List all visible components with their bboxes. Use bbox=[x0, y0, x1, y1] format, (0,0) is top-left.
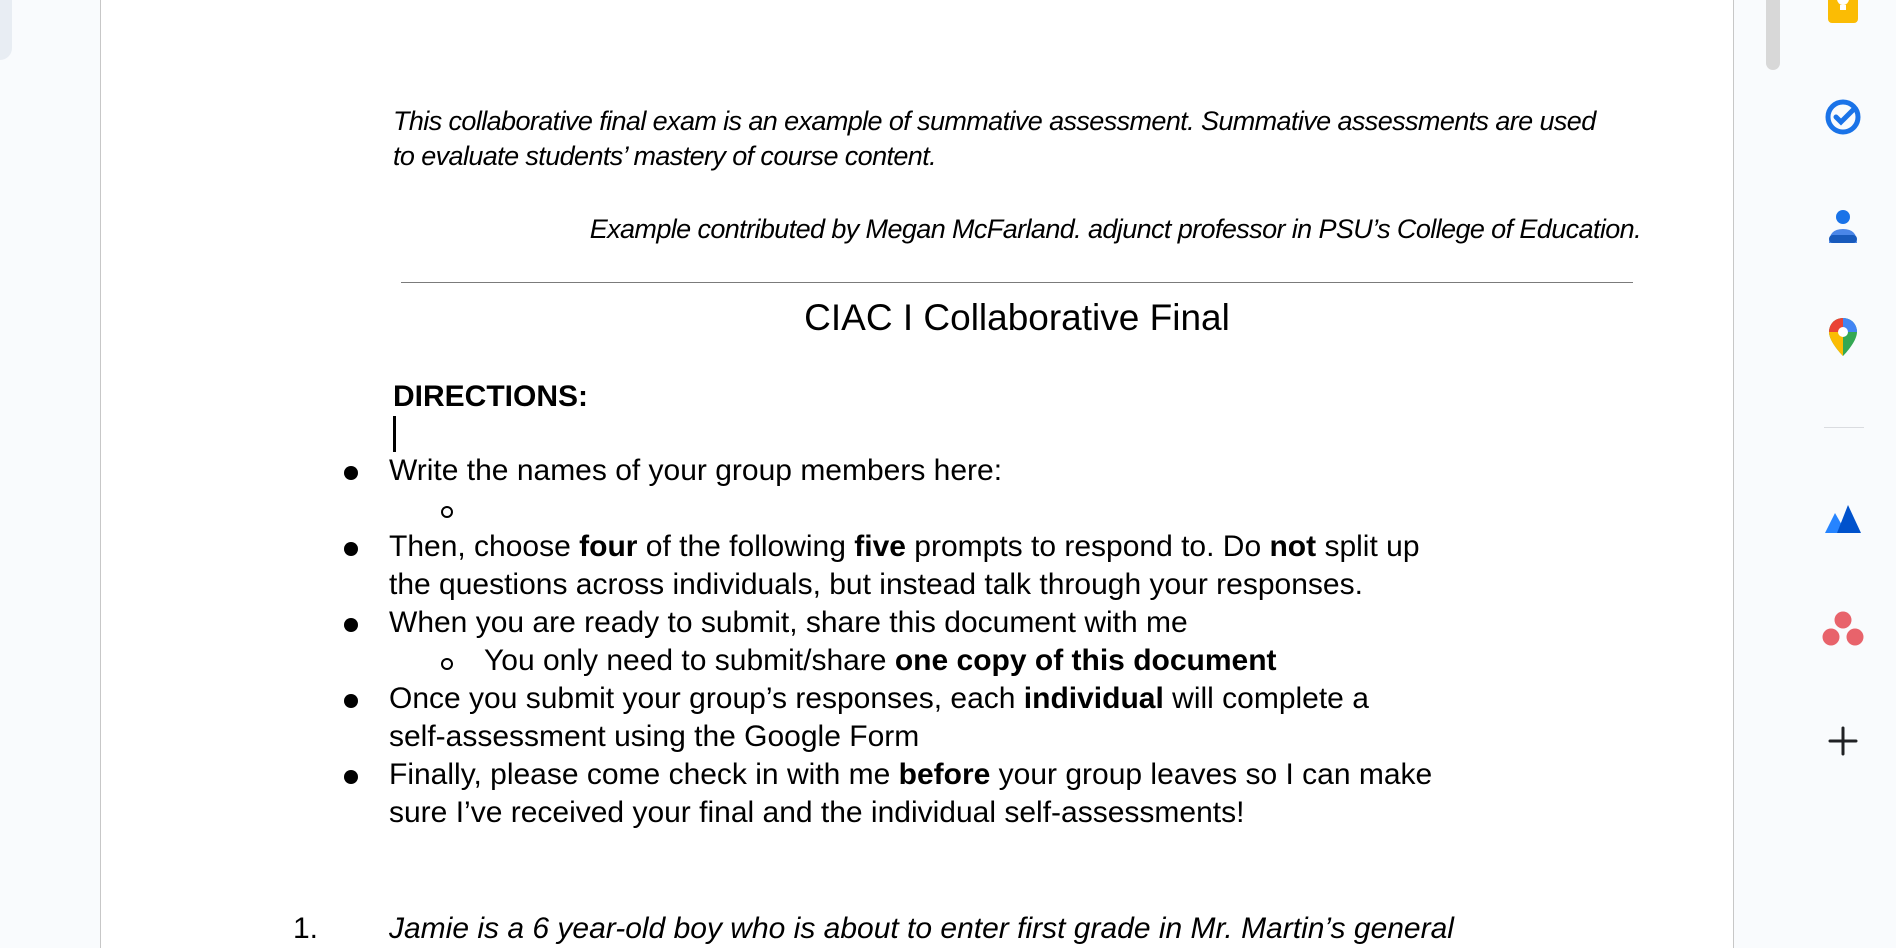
bullet-bold: four bbox=[579, 530, 638, 563]
bullet-dot bbox=[344, 542, 358, 556]
left-margin-corner bbox=[0, 0, 12, 60]
bullet-text: Finally, please come check in with me bbox=[389, 758, 899, 791]
bullet-bold: before bbox=[898, 758, 991, 791]
intro-line-2: to evaluate students’ mastery of course content. bbox=[393, 141, 937, 171]
add-icon[interactable] bbox=[1818, 716, 1868, 766]
side-panel bbox=[1790, 0, 1896, 948]
bullet-bold: individual bbox=[1023, 682, 1164, 715]
sub-bullet-item bbox=[484, 642, 1277, 680]
scrollbar-thumb[interactable] bbox=[1766, 0, 1780, 70]
bullet-text-line2: the questions across individuals, but instead talk through your responses. bbox=[389, 568, 1363, 601]
horizontal-rule bbox=[401, 282, 1633, 283]
bullet-text: split up bbox=[1316, 530, 1420, 563]
bullet-dot bbox=[344, 466, 358, 480]
bullet-dot bbox=[344, 618, 358, 632]
contacts-icon[interactable] bbox=[1818, 202, 1868, 252]
bullet-item bbox=[389, 756, 1629, 832]
tasks-icon[interactable] bbox=[1818, 92, 1868, 142]
bullet-text-line2: self-assessment using the Google Form bbox=[389, 720, 920, 753]
bullet-item bbox=[389, 604, 1188, 642]
bullet-text: Then, choose bbox=[389, 530, 580, 563]
bullet-item bbox=[389, 452, 1002, 490]
bullet-text: your group leaves so I can make bbox=[990, 758, 1433, 791]
intro-line-1: This collaborative final exam is an example of summative assessment. Summative assessments are used bbox=[393, 106, 1596, 136]
bullet-bold: not bbox=[1269, 530, 1317, 563]
directions-heading: DIRECTIONS: bbox=[393, 380, 588, 413]
bullet-item bbox=[389, 528, 1629, 604]
bullet-text: Once you submit your group’s responses, each bbox=[389, 682, 1024, 715]
document-title: CIAC I Collaborative Final bbox=[804, 297, 1230, 338]
atlassian-icon[interactable] bbox=[1818, 492, 1868, 542]
bullet-bold: five bbox=[854, 530, 906, 563]
bullet-text: prompts to respond to. Do bbox=[905, 530, 1270, 563]
document-page[interactable] bbox=[100, 0, 1734, 948]
list-number: 1. bbox=[293, 912, 319, 945]
bullet-text: will complete a bbox=[1163, 682, 1369, 715]
sub-bullet-bold: one copy of this document bbox=[894, 644, 1277, 677]
sub-bullet-text: You only need to submit/share bbox=[484, 644, 895, 677]
bullet-text: Write the names of your group members here: bbox=[389, 454, 1003, 487]
bullet-text: of the following bbox=[637, 530, 855, 563]
sub-bullet-circle bbox=[441, 506, 453, 518]
intro-paragraph bbox=[393, 104, 1653, 174]
numbered-item-text: Jamie is a 6 year-old boy who is about to enter first grade in Mr. Martin’s general bbox=[389, 912, 1454, 945]
sub-bullet-circle bbox=[441, 658, 453, 670]
asana-icon[interactable] bbox=[1818, 604, 1868, 654]
bullet-dot bbox=[344, 694, 358, 708]
keep-icon[interactable] bbox=[1818, 0, 1868, 30]
bullet-text: When you are ready to submit, share this document with me bbox=[389, 606, 1188, 639]
panel-separator bbox=[1824, 427, 1864, 428]
bullet-item bbox=[389, 680, 1629, 756]
credit-line: Example contributed by Megan McFarland. adjunct professor in PSU’s College of Education. bbox=[589, 214, 1641, 244]
maps-icon[interactable] bbox=[1818, 312, 1868, 362]
text-cursor bbox=[393, 416, 396, 452]
bullet-dot bbox=[344, 770, 358, 784]
bullet-text-line2: sure I’ve received your final and the individual self-assessments! bbox=[389, 796, 1245, 829]
